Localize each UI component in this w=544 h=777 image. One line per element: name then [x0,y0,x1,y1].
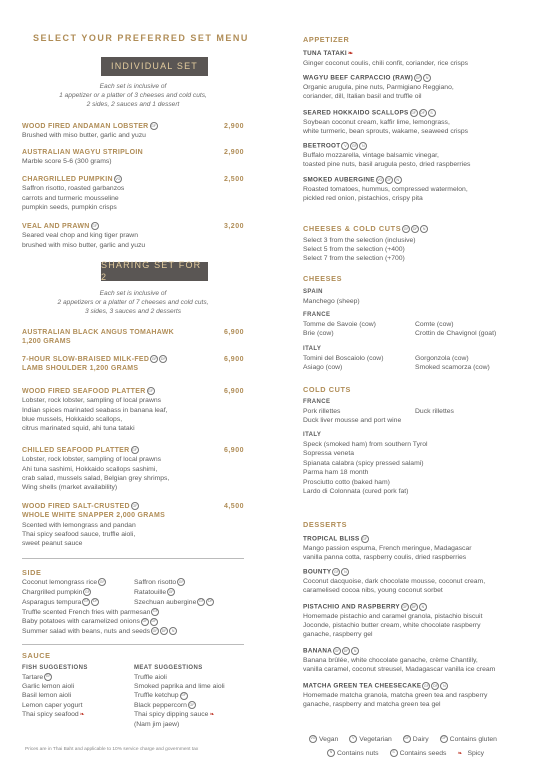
diet-badge-icon: GF [83,588,91,596]
diet-badge-icon: GF [151,627,159,635]
dessert-name-text: MATCHA GREEN TEA CHEESECAKE [303,682,422,690]
diet-badge-icon: DF [411,225,419,233]
cheeses-cold-cuts-title: CHEESES & COLD CUTS [303,224,402,233]
item-name: WOOD FIRED ANDAMAN LOBSTER GF [22,123,156,130]
menu-item [22,446,244,492]
item-description: citrus marinated squid, ahi tuna tataki [22,424,135,432]
cold-cut-item: Speck (smoked ham) from southern Tyrol [303,440,428,448]
item-price: 2,500 [223,176,244,183]
item-name-line: WOOD FIRED SALT-CRUSTED [22,503,130,510]
cold-cut-item: Duck liver mousse and port wine [303,417,402,425]
cheeses-cold-cuts [303,224,528,264]
cheese-item: Brie (cow) [303,330,334,338]
selection-option: Select 5 from the selection (+400) [303,246,405,254]
diet-badge-icon: GF [401,603,409,611]
diet-badge-icon: DF [403,735,411,743]
item-price: 2,900 [223,149,244,156]
appetizer-description: Soybean coconut cream, kaffir lime, lemongrass, [303,118,450,126]
menu-item [22,222,244,250]
sauce-label: Truffle ketchup [134,692,179,700]
diet-badge-icon: GF [91,222,99,230]
item-description: Wing shells (market availability) [22,483,118,491]
item-description: Indian spices marinated seabass in banana leaf, [22,406,168,414]
appetizer-name [303,109,528,118]
diet-badge-icon: N [394,176,402,184]
intro-line: 2 sides, 2 sauces and 1 dessert [86,101,180,109]
item-description: pumpkin seeds, pumpkin crisps [22,203,117,211]
diet-badge-icon: GF [147,387,155,395]
legend-label: Contains gluten [449,735,497,743]
cheese-item [415,297,528,307]
cheese-item: Tomini del Boscaiolo (cow) [303,354,384,362]
diet-badge-icon: N [423,74,431,82]
individual-set-banner: INDIVIDUAL SET [101,57,208,76]
legend-item [439,736,502,743]
diet-badge-icon: V [341,142,349,150]
legend-item [402,736,434,743]
item-description: Thai spicy seafood sauce, truffle aioli, [22,531,136,539]
appetizer-description: Organic arugula, pine nuts, Parmigiano Reggiano, [303,83,454,91]
selection-option: Select 3 from the selection (inclusive) [303,237,416,245]
appetizer-description: Roasted tomatoes, hummus, compressed watermelon, [303,185,468,193]
diet-badge-icon: GF [422,682,430,690]
side-item-label: Szechuan aubergine [134,598,197,606]
cold-cut-item: Spianata calabra (spicy pressed salami) [303,459,424,467]
item-name-line: 1,200 GRAMS [22,338,71,346]
dessert-name [303,682,528,691]
diet-badge-icon: GF [180,692,188,700]
item-name [22,502,202,521]
sauce-item [134,691,244,700]
region-label: FRANCE [303,399,331,405]
diet-badge-icon: GF [44,673,52,681]
item-name-line: LAMB SHOULDER 1,200 GRAMS [22,365,139,373]
sauce-label: Black peppercorn [134,701,187,709]
sauce-item [22,673,134,682]
diet-badge-icon: GF [150,122,158,130]
diet-badge-icon: GF [361,535,369,543]
cold-cuts-italy [303,432,528,497]
diet-badge-icon: DF [159,355,167,363]
dessert-item [303,535,528,562]
diet-badge-icon: N [169,627,177,635]
item-name [22,387,202,396]
appetizer-name [303,176,528,185]
legend-item [348,736,397,743]
diet-badge-icon: S [390,749,398,757]
cold-cut-item: Prosciutto cotto (baked ham) [303,478,390,486]
appetizer-title: APPETIZER [303,35,350,44]
cold-cuts-title: COLD CUTS [303,385,351,394]
diet-badge-icon: GF [131,446,139,454]
legend-label: Vegan [319,735,339,743]
appetizer-name-text: SMOKED AUBERGINE [303,176,375,184]
sauce-label: Tartare [22,673,44,681]
sauce-label: Smoked paprika and lime aioli [134,683,225,691]
diet-badge-icon: GF [332,568,340,576]
item-price: 6,900 [223,388,244,395]
item-description: Ahi tuna sashimi, Hokkaido scallops sashimi, [22,465,158,473]
side-item [22,578,134,588]
legend-label: Vegetarian [359,735,392,743]
cold-cut-item: Pork rillettes [303,407,341,415]
menu-item [22,148,244,167]
side-item-label: Saffron risotto [134,579,177,586]
appetizer-description: Ginger coconut coulis, chili confit, coriander, rice crisps [303,59,469,67]
sauce-item [134,720,244,729]
cheese-item: Gorgonzola (cow) [415,354,469,362]
menu-item [22,122,244,141]
cold-cut-item: Duck rillettes [415,407,454,415]
diet-badge-icon: VG [376,176,384,184]
sauce-title: SAUCE [22,651,51,660]
cold-cuts-france [303,399,528,426]
sauce-item [134,673,244,682]
dessert-name [303,568,528,577]
cold-cut-item: Parma ham 18 month [303,469,369,477]
diet-badge-icon: N [359,142,367,150]
appetizer-name-text: BEETROOT [303,142,341,150]
dessert-description: caramelised cocoa nibs, young coconut sorbet [303,587,443,595]
dessert-description: Joconde, pistachio butter cream, white chocolate raspberry [303,622,481,630]
side-item-label: Chargrilled pumpkin [22,588,83,596]
menu-item [22,355,244,374]
cold-cut-item: Lardo di Colonnata (cured pork fat) [303,488,409,496]
cheese-region [303,312,528,339]
sauce-item [22,701,134,710]
item-price: 6,900 [223,329,244,336]
diet-badge-icon: GF [410,109,418,117]
item-description: Scented with lemongrass and pandan [22,521,136,529]
menu-item [22,175,244,212]
diet-badge-icon: GF [82,598,90,606]
chili-icon: ❧ [79,712,85,719]
dessert-description: ganache, raspberry gel [303,631,373,639]
side-item-label: Truffle scented French fries with parmesan [22,608,151,616]
legend-item [456,750,489,757]
region-label: SPAIN [303,289,323,295]
diet-badge-icon: VG [114,175,122,183]
cheese-item: Smoked scamorza (cow) [415,364,490,372]
chili-icon: ❧ [457,750,463,757]
diet-badge-icon: GF [188,701,196,709]
side-title: SIDE [22,568,42,577]
diet-badge-icon: GF [385,176,393,184]
item-price: 4,500 [223,503,244,510]
cold-cut-item: Sopressa veneta [303,450,355,458]
item-name-line: WOOD FIRED SEAFOOD PLATTER [22,388,146,395]
item-name [22,446,202,455]
appetizer-name [303,142,528,151]
side-list [22,578,244,637]
appetizer-item [303,109,528,136]
dessert-name-text: BANANA [303,647,333,655]
dessert-name-text: TROPICAL BLISS [303,535,360,543]
diet-badge-icon: GF [333,647,341,655]
item-name: AUSTRALIAN WAGYU STRIPLOIN [22,149,143,156]
region-label: FRANCE [303,312,331,318]
appetizer-name-text: TUNA TATAKI [303,50,347,57]
sauce-list [22,664,244,729]
legend-row [308,735,507,744]
diet-badge-icon: N [327,749,335,757]
diet-badge-icon: GF [440,735,448,743]
item-name [22,328,202,347]
fish-suggestions [22,664,134,729]
diet-badge-icon: GF [141,618,149,626]
sauce-label: Truffle aioli [134,673,167,681]
main-title: SELECT YOUR PREFERRED SET MENU [33,33,249,43]
legend-item [308,736,343,743]
diet-badge-icon: DF [206,598,214,606]
sharing-set-banner: SHARING SET FOR 2 [101,262,208,281]
legend-label: Contains seeds [399,749,447,757]
dessert-description: Mango passion espuma, French meringue, Madagascar [303,544,472,552]
sauce-subtitle: MEAT SUGGESTIONS [134,665,203,671]
intro-line: Each set is inclusive of [99,83,167,90]
diet-badge-icon: N [440,682,448,690]
diet-badge-icon: GF [177,578,185,586]
menu-item [22,328,244,347]
dessert-name [303,647,528,656]
legend-label: Dairy [412,735,429,743]
item-description: Seared veal chop and king tiger prawn [22,232,138,240]
item-description: carrots and turmeric mousseline [22,194,119,202]
divider [22,644,244,645]
sauce-subtitle: FISH SUGGESTIONS [22,665,88,671]
cheeses-title: CHEESES [303,274,343,283]
menu-item [22,502,244,548]
diet-badge-icon: GF [151,608,159,616]
side-item-label: Summer salad with beans, nuts and seeds [22,628,151,636]
side-item-label: Coconut lemongrass rice [22,579,98,586]
cold-cut-list [303,407,528,426]
diet-badge-icon: V [349,735,357,743]
cheese-region [303,289,528,306]
meat-suggestions [134,664,244,729]
side-item-label: Baby potatoes with caramelized onions [22,618,140,626]
chili-icon: ❧ [209,712,215,719]
side-item-label: Ratatouille [134,588,167,596]
cheese-item: Tomme de Savoie (cow) [303,320,376,328]
appetizer-item [303,74,528,101]
sauce-item [134,682,244,691]
intro-line: 1 appetizer or a platter of 3 cheeses and cold cuts, [59,92,207,100]
item-description: Lobster, rock lobster, sampling of local prawns [22,456,162,464]
footer-note: Prices are in Thai Baht and applicable to 10% service charge and government tax [25,747,199,752]
item-price: 6,900 [223,356,244,363]
item-description: Saffron risotto, roasted garbanzos [22,185,125,193]
sauce-item [22,710,134,719]
diet-badge-icon: GF [131,502,139,510]
intro-line: 2 appetizers or a platter of 7 cheeses and cold cuts, [57,299,209,307]
side-item-label: Asparagus tempura [22,598,82,606]
dessert-name-text: PISTACHIO AND RASPBERRY [303,603,400,611]
dessert-item [303,603,528,639]
diet-badge-icon: GF [414,74,422,82]
diet-badge-icon: N [351,647,359,655]
diet-badge-icon: DF [419,109,427,117]
sauce-label: (Nam jim jaew) [134,720,180,728]
legend-label: Spicy [467,749,485,757]
appetizer-description: Buffalo mozzarella, vintage balsamic vinegar, [303,151,439,159]
intro-line: Each set is inclusive of [99,290,167,297]
dessert-description: Coconut dacquoise, dark chocolate mousse, coconut cream, [303,577,486,585]
intro-line: 3 sides, 3 sauces and 2 desserts [84,308,182,316]
item-description: blue mussels, Hokkaido scallops, [22,415,123,423]
diet-badge-icon: S [428,109,436,117]
diet-badge-icon: GF [402,225,410,233]
legend-label: Contains nuts [337,749,379,757]
diet-badge-icon: DF [91,598,99,606]
diet-badge-icon: DF [342,647,350,655]
sauce-item [22,691,134,700]
item-description: brushed with miso butter, garlic and yuzu [22,241,146,249]
desserts-title: DESSERTS [303,520,348,529]
appetizer-description: toasted pine nuts, basil arugula pesto, dried raspberries [303,161,471,169]
cheese-region [303,346,528,373]
diet-badge-icon: GF [197,598,205,606]
side-item [134,598,244,608]
appetizer-description: pickled red onion, pistachios, crispy pita [303,195,423,203]
side-item [22,598,134,608]
dessert-description: ganache, raspberry and matcha green tea gel [303,701,441,709]
cheese-list [303,297,528,307]
appetizer-description: white turmeric, bean sprouts, wakame, seaweed crisps [303,128,469,136]
appetizer-item [303,142,528,169]
item-name-line: WHOLE WHITE SNAPPER 2,000 GRAMS [22,512,166,520]
appetizer-name [303,74,528,83]
selection-option: Select 7 from the selection (+700) [303,255,405,263]
sauce-label: Thai spicy dipping sauce [134,711,209,719]
dessert-item [303,682,528,709]
dessert-description: vanilla panna cotta, raspberry coulis, dried raspberries [303,554,467,562]
region-label: ITALY [303,346,322,352]
cheese-item: Comte (cow) [415,320,454,328]
dessert-name-text: BOUNTY [303,568,332,576]
appetizer-item [303,50,528,68]
dessert-name [303,535,528,544]
diet-badge-icon: DF [150,618,158,626]
item-description: sweet peanut sauce [22,540,83,548]
cheese-item: Crottin de Chavignol (goat) [415,330,497,338]
item-price: 3,200 [223,223,244,230]
dessert-description: Homemade matcha granola, matcha green tea and raspberry [303,691,488,699]
diet-badge-icon: DF [160,627,168,635]
cheese-list [303,320,528,339]
appetizer-description: coriander, dill, Italian basil and truffle oil [303,93,422,101]
item-price: 6,900 [223,447,244,454]
dessert-item [303,647,528,674]
diet-badge-icon: N [420,225,428,233]
item-description: Lobster, rock lobster, sampling of local prawns [22,397,162,405]
sauce-item [134,701,244,710]
sauce-item [22,682,134,691]
diet-badge-icon: GF [350,142,358,150]
appetizer-item [303,176,528,203]
cheese-item: Manchego (sheep) [303,297,360,305]
diet-badge-icon: N [419,603,427,611]
diet-badge-icon: DF [431,682,439,690]
diet-badge-icon: DF [410,603,418,611]
cheese-list [303,354,528,373]
side-item [22,617,244,627]
appetizer-name-text: SEARED HOKKAIDO SCALLOPS [303,109,409,117]
chili-icon: ❧ [348,51,354,57]
item-description: Brushed with miso butter, garlic and yuzu [22,132,146,140]
item-description: crab salad, mussels salad, Belgian grey shrimps, [22,474,170,482]
diet-badge-icon: N [341,568,349,576]
diet-badge-icon: GF [150,355,158,363]
item-name-line: CHILLED SEAFOOD PLATTER [22,447,130,454]
item-name-line: AUSTRALIAN BLACK ANGUS TOMAHAWK [22,329,175,336]
individual-intro [22,82,244,110]
dessert-name [303,603,528,612]
sharing-intro [22,289,244,317]
side-item [22,588,134,598]
diet-badge-icon: GF [98,578,106,586]
appetizer-name [303,50,528,59]
sauce-label: Garlic lemon aioli [22,683,75,691]
sauce-item [134,710,244,719]
side-item [134,588,244,598]
item-description: Marble score 5-6 (300 grams) [22,158,112,166]
dessert-description: vanilla caramel, coconut streusel, Madagascar vanilla ice cream [303,666,496,674]
appetizer-name-text: WAGYU BEEF CARPACCIO (RAW) [303,74,414,82]
item-name: VEAL AND PRAWN GF [22,223,98,230]
menu-item [22,387,244,433]
item-name [22,355,202,374]
side-item [134,578,244,588]
item-price: 2,900 [223,123,244,130]
side-item [22,608,244,618]
legend-item [389,750,452,757]
region-label: ITALY [303,432,322,438]
cheese-item: Asiago (cow) [303,364,343,372]
item-name-line: 7-HOUR SLOW-BRAISED MILK-FED [22,356,150,363]
divider [22,558,244,559]
legend-item [326,750,384,757]
sauce-label: Basil lemon aioli [22,692,72,700]
side-item [22,627,244,637]
diet-badge-icon: GF [167,588,175,596]
diet-badge-icon: VG [309,735,317,743]
legend-row [326,749,494,758]
dessert-description: Homemade pistachio and caramel granola, pistachio biscuit [303,612,483,620]
dessert-item [303,568,528,595]
item-name: CHARGRILLED PUMPKIN VG [22,176,121,183]
sauce-label: Thai spicy seafood [22,711,79,719]
sauce-label: Lemon caper yogurt [22,701,83,709]
dessert-description: Banana brûlée, white chocolate ganache, crème Chantilly, [303,656,478,664]
